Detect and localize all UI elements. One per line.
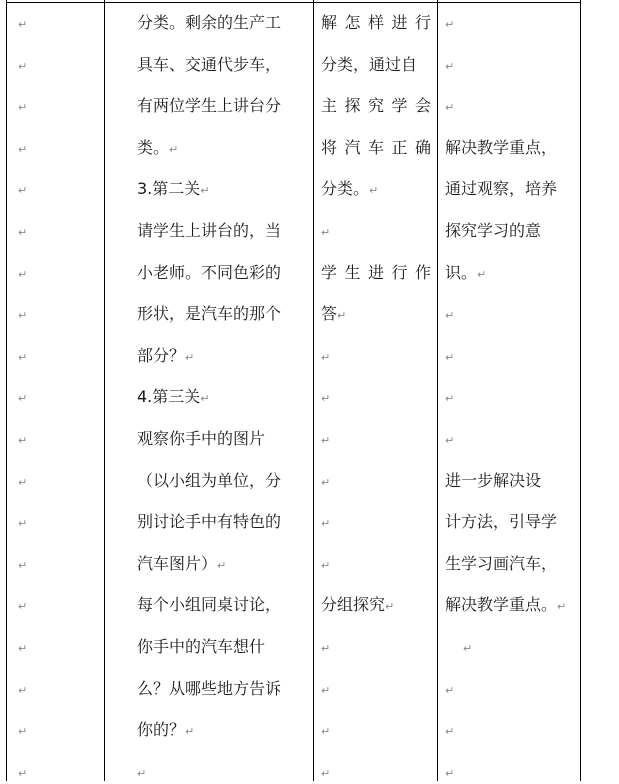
- paragraph-mark: ↵: [18, 434, 28, 447]
- paragraph-mark: ↵: [18, 517, 28, 531]
- table-border-right: [580, 0, 581, 781]
- paragraph-mark: ↵: [217, 558, 227, 572]
- line-text: 生学习画汽车，: [445, 553, 558, 573]
- text-line: [18, 387, 27, 407]
- line-text: 解决教学重点，: [445, 137, 558, 157]
- paragraph-mark: ↵: [18, 642, 28, 655]
- column-divider-3: [437, 0, 438, 781]
- paragraph-mark: ↵: [445, 101, 455, 115]
- paragraph-mark: ↵: [557, 600, 567, 614]
- paragraph-mark: ↵: [321, 642, 331, 655]
- line-text: 小老师。不同色彩的: [137, 262, 282, 282]
- paragraph-mark: ↵: [321, 350, 331, 364]
- text-line: [445, 138, 557, 158]
- char: 汽: [344, 137, 361, 157]
- text-line: [321, 221, 330, 241]
- table-border-left: [6, 0, 7, 781]
- text-line: [18, 595, 27, 615]
- paragraph-mark: ↵: [445, 18, 455, 31]
- line-text: [321, 263, 431, 283]
- text-line: [445, 595, 566, 615]
- teaching-steps-column: [137, 0, 309, 781]
- paragraph-mark: ↵: [18, 766, 28, 780]
- line-text: 答: [321, 304, 338, 324]
- paragraph-mark: ↵: [321, 517, 331, 531]
- text-line: [137, 429, 265, 449]
- text-line: [137, 221, 281, 241]
- text-line: [137, 55, 281, 75]
- line-text: 探究学习的意: [445, 221, 542, 240]
- paragraph-mark: ↵: [18, 226, 28, 239]
- line-text: 请学生上讲台的，当: [137, 221, 282, 240]
- paragraph-mark: ↵: [18, 101, 28, 115]
- text-line: [137, 138, 178, 158]
- char: 进: [367, 262, 384, 282]
- text-line: [321, 55, 417, 75]
- char: 车: [367, 137, 384, 157]
- line-text: 么？从哪些地方告诉: [137, 678, 282, 698]
- text-line: [321, 96, 431, 116]
- text-line: [445, 554, 557, 574]
- text-line: [321, 595, 394, 615]
- paragraph-mark: ↵: [169, 142, 179, 156]
- text-line: [445, 304, 454, 324]
- text-line: [321, 304, 346, 324]
- line-text: 分类，通过自: [321, 54, 418, 74]
- text-line: [137, 13, 281, 33]
- line-text: 4.第三关: [137, 387, 201, 407]
- paragraph-mark: ↵: [445, 350, 455, 364]
- line-text: 汽车图片）: [137, 553, 218, 573]
- text-line: [321, 387, 330, 407]
- text-line: [137, 96, 281, 116]
- text-line: [18, 179, 27, 199]
- text-line: [137, 762, 146, 782]
- text-line: [445, 679, 454, 699]
- paragraph-mark: ↵: [321, 683, 331, 697]
- text-line: [445, 179, 557, 199]
- paragraph-mark: ↵: [321, 434, 331, 447]
- paragraph-mark: ↵: [445, 392, 455, 406]
- text-line: [321, 179, 378, 199]
- text-line: [18, 512, 27, 532]
- line-text: 识。: [445, 262, 478, 282]
- text-line: [137, 304, 281, 324]
- paragraph-mark: ↵: [18, 392, 28, 406]
- text-line: [445, 429, 454, 449]
- text-line: [445, 762, 454, 782]
- line-text: 具车、交通代步车，: [137, 54, 282, 74]
- paragraph-mark: ↵: [18, 309, 28, 323]
- text-line: [137, 595, 281, 615]
- paragraph-mark: ↵: [18, 558, 28, 572]
- char: 怎: [344, 13, 361, 32]
- text-line: [18, 346, 27, 366]
- text-line: [445, 387, 454, 407]
- text-line: [18, 637, 27, 657]
- line-text: 分类。剩余的生产工: [137, 13, 282, 32]
- text-line: [445, 55, 454, 75]
- text-line: [18, 762, 27, 782]
- paragraph-mark: ↵: [337, 309, 347, 323]
- char: 行: [414, 13, 431, 32]
- paragraph-mark: ↵: [321, 475, 331, 489]
- paragraph-mark: ↵: [445, 725, 455, 739]
- char: 行: [391, 262, 408, 282]
- line-text: 类。: [137, 137, 170, 157]
- text-line: [445, 720, 454, 740]
- paragraph-mark: ↵: [385, 600, 395, 614]
- text-line: [321, 512, 330, 532]
- text-line: [445, 221, 541, 241]
- char: 确: [414, 137, 431, 157]
- paragraph-mark: ↵: [445, 766, 455, 780]
- column-divider-1: [104, 0, 105, 781]
- text-line: [137, 679, 281, 699]
- text-line: [321, 679, 330, 699]
- empty-column: [18, 0, 98, 781]
- student-activity-column: [321, 0, 431, 781]
- paragraph-mark: ↵: [18, 142, 28, 156]
- text-line: [445, 263, 486, 283]
- text-line: [18, 221, 27, 241]
- line-text: 有两位学生上讲台分: [137, 96, 282, 116]
- paragraph-mark: ↵: [445, 434, 455, 447]
- paragraph-mark: ↵: [463, 642, 473, 655]
- line-text: 3.第二关: [137, 179, 201, 199]
- line-text: 别讨论手中有特色的: [137, 512, 282, 532]
- paragraph-mark: ↵: [445, 309, 455, 323]
- text-line: [463, 637, 472, 657]
- paragraph-mark: ↵: [321, 766, 331, 780]
- text-line: [18, 471, 27, 491]
- char: 将: [321, 137, 338, 157]
- text-line: [137, 637, 265, 657]
- text-line: [137, 512, 281, 532]
- text-line: [18, 138, 27, 158]
- char: 正: [391, 137, 408, 157]
- line-text: 观察你手中的图片: [137, 429, 266, 448]
- text-line: [321, 471, 330, 491]
- line-text: 解决教学重点。: [445, 595, 558, 615]
- text-line: [18, 679, 27, 699]
- paragraph-mark: ↵: [369, 184, 379, 198]
- text-line: [137, 346, 194, 366]
- char: 生: [344, 262, 361, 282]
- char: 究: [367, 96, 384, 116]
- line-text: [321, 96, 431, 116]
- text-line: [445, 13, 454, 33]
- char: 会: [414, 96, 431, 116]
- text-line: [137, 720, 194, 740]
- paragraph-mark: ↵: [200, 184, 210, 198]
- text-line: [445, 346, 454, 366]
- text-line: [321, 346, 330, 366]
- text-line: [18, 263, 27, 283]
- text-line: [445, 471, 541, 491]
- line-text: 通过观察，培养: [445, 179, 558, 199]
- paragraph-mark: ↵: [321, 226, 331, 239]
- text-line: [18, 429, 27, 449]
- text-line: [321, 637, 330, 657]
- paragraph-mark: ↵: [18, 18, 28, 31]
- line-text: （以小组为单位，分: [137, 470, 282, 490]
- char: 主: [321, 96, 338, 116]
- design-intent-column: [445, 0, 577, 781]
- char: 进: [391, 13, 408, 32]
- paragraph-mark: ↵: [321, 725, 331, 739]
- line-text: 分类。: [321, 179, 370, 199]
- text-line: [137, 387, 210, 407]
- paragraph-mark: ↵: [18, 267, 28, 281]
- text-line: [321, 13, 431, 33]
- text-line: [137, 554, 226, 574]
- text-line: [321, 762, 330, 782]
- line-text: 分组探究: [321, 595, 386, 615]
- text-line: [445, 512, 557, 532]
- paragraph-mark: ↵: [18, 725, 28, 739]
- line-text: 部分？: [137, 345, 186, 365]
- paragraph-mark: ↵: [477, 267, 487, 281]
- text-line: [137, 179, 210, 199]
- text-line: [321, 554, 330, 574]
- paragraph-mark: ↵: [185, 725, 195, 739]
- text-line: [137, 263, 281, 283]
- text-line: [321, 263, 431, 283]
- char: 样: [367, 13, 384, 32]
- text-line: [18, 304, 27, 324]
- paragraph-mark: ↵: [18, 600, 28, 614]
- paragraph-mark: ↵: [321, 558, 331, 572]
- char: 探: [344, 96, 361, 116]
- char: 学: [321, 262, 338, 282]
- paragraph-mark: ↵: [18, 475, 28, 489]
- text-line: [321, 429, 330, 449]
- paragraph-mark: ↵: [18, 350, 28, 364]
- line-text: [321, 138, 431, 158]
- line-text: 每个小组同桌讨论，: [137, 595, 282, 615]
- text-line: [137, 471, 281, 491]
- line-text: 你手中的汽车想什: [137, 637, 266, 656]
- paragraph-mark: ↵: [18, 683, 28, 697]
- text-line: [445, 96, 454, 116]
- paragraph-mark: ↵: [185, 350, 195, 364]
- char: 作: [414, 262, 431, 282]
- text-line: [18, 13, 27, 33]
- paragraph-mark: ↵: [445, 59, 455, 73]
- paragraph-mark: ↵: [445, 683, 455, 697]
- char: 学: [391, 96, 408, 116]
- text-line: [321, 720, 330, 740]
- text-line: [18, 554, 27, 574]
- text-line: [321, 138, 431, 158]
- column-divider-2: [313, 0, 314, 781]
- line-text: 计方法，引导学: [445, 512, 558, 532]
- text-line: [18, 96, 27, 116]
- text-line: [18, 720, 27, 740]
- line-text: 形状，是汽车的那个: [137, 304, 282, 324]
- paragraph-mark: ↵: [137, 766, 147, 780]
- paragraph-mark: ↵: [18, 184, 28, 198]
- paragraph-mark: ↵: [200, 392, 210, 406]
- line-text: 进一步解决设: [445, 470, 542, 490]
- paragraph-mark: ↵: [18, 59, 28, 73]
- text-line: [18, 55, 27, 75]
- paragraph-mark: ↵: [321, 392, 331, 406]
- char: 解: [321, 13, 338, 32]
- line-text: 你的？: [137, 720, 186, 740]
- line-text: [321, 13, 431, 33]
